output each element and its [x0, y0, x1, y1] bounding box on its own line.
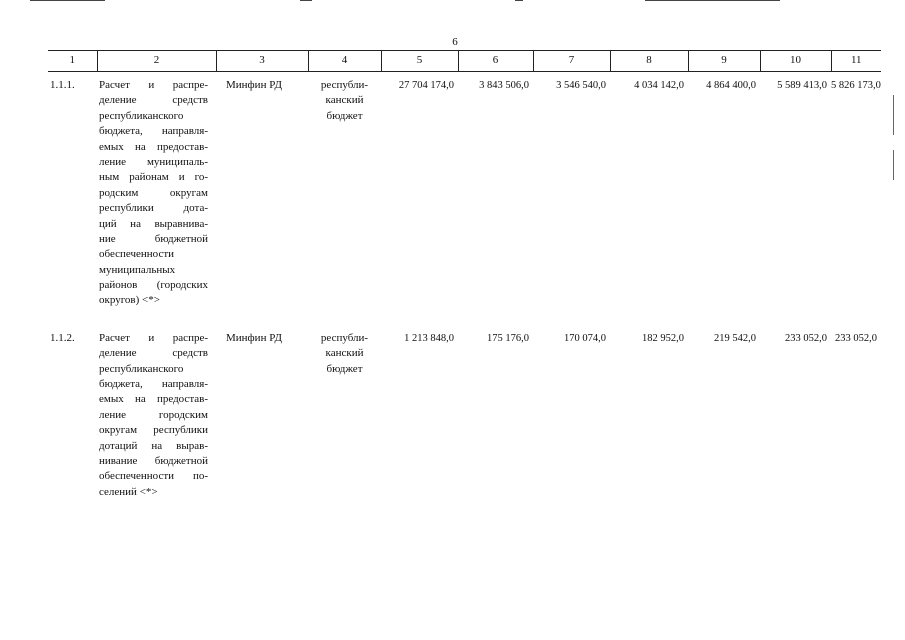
description-line: Расчет и распре-: [99, 79, 208, 91]
description-line: бюджета, направля-: [99, 378, 208, 391]
column-header: 3: [216, 51, 308, 72]
source-line: канский: [325, 347, 364, 360]
row-value: 219 542,0: [714, 332, 756, 344]
description-line: нивание бюджетной: [99, 454, 208, 467]
program-table: [48, 50, 881, 516]
description-line: районов (городских: [99, 279, 208, 292]
column-header: 8: [610, 51, 688, 72]
row-value: 1 213 848,0: [404, 332, 454, 344]
header-row: [48, 51, 881, 72]
description-line: муниципальных: [99, 263, 176, 276]
scan-edge-line: [515, 0, 523, 1]
row-description: [97, 72, 216, 325]
description-line: деление средств: [99, 94, 208, 107]
page-number: 6: [452, 36, 458, 48]
row-value: 233 052,0: [785, 332, 827, 344]
description-line: ние бюджетной: [99, 232, 208, 245]
scan-edge-line: [30, 0, 105, 1]
column-header: 4: [308, 51, 381, 72]
row-value: 27 704 174,0: [398, 80, 454, 91]
row-value: 4 864 400,0: [706, 80, 756, 91]
description-line: емых на предостав-: [99, 140, 208, 153]
description-line: деление средств: [99, 347, 208, 360]
table-row: [48, 325, 881, 516]
row-description: [97, 325, 216, 516]
row-value: 170 074,0: [564, 332, 606, 344]
column-header: 11: [831, 51, 881, 72]
description-line: ление муниципаль-: [99, 155, 208, 168]
scan-edge-mark: [893, 150, 894, 180]
source-line: бюджет: [326, 362, 363, 375]
description-line: республиканского: [99, 362, 184, 375]
row-number: 1.1.2.: [50, 331, 75, 344]
row-value: 175 176,0: [487, 332, 529, 344]
row-executor: Минфин РД: [226, 79, 282, 91]
description-line: емых на предостав-: [99, 393, 208, 406]
column-header: 1: [48, 51, 97, 72]
row-value: 3 546 540,0: [556, 80, 606, 91]
scan-edge-line: [300, 0, 312, 1]
source-line: республи-: [320, 79, 369, 91]
row-value: 3 843 506,0: [479, 80, 529, 91]
row-executor: Минфин РД: [226, 331, 282, 344]
description-line: дотаций на вырав-: [99, 439, 208, 452]
description-line: ным районам и го-: [99, 171, 208, 184]
source-line: канский: [325, 94, 364, 107]
row-number: 1.1.1.: [50, 79, 75, 91]
description-line: ций на выравнива-: [99, 217, 208, 230]
table-row: [48, 72, 881, 325]
description-line: родским округам: [99, 186, 208, 199]
column-header: 5: [381, 51, 458, 72]
column-header: 2: [97, 51, 216, 72]
description-line: республики дота-: [99, 202, 208, 215]
description-line: округов) <*>: [99, 294, 160, 307]
column-header: 10: [760, 51, 831, 72]
description-line: обеспеченности: [99, 248, 175, 261]
row-value: 5 589 413,0: [777, 80, 827, 91]
description-line: бюджета, направля-: [99, 125, 208, 138]
source-line: бюджет: [326, 109, 363, 122]
row-value: 4 034 142,0: [634, 80, 684, 91]
scan-edge-mark: [893, 95, 894, 135]
description-line: Расчет и распре-: [99, 331, 208, 344]
row-funding-source: [308, 325, 381, 516]
row-value: 182 952,0: [642, 332, 684, 344]
column-header: 6: [458, 51, 533, 72]
column-header: 7: [533, 51, 610, 72]
description-line: селений <*>: [99, 485, 158, 498]
description-line: республиканского: [99, 109, 184, 122]
row-funding-source: [308, 72, 381, 325]
description-line: ление городским: [99, 408, 208, 421]
source-line: республи-: [320, 331, 369, 344]
column-header: 9: [688, 51, 760, 72]
row-value: 5 826 173,0: [831, 80, 881, 91]
description-line: обеспеченности по-: [99, 470, 208, 483]
description-line: округам республики: [99, 424, 208, 437]
row-value: 233 052,0: [835, 332, 877, 344]
scan-edge-line: [645, 0, 780, 1]
